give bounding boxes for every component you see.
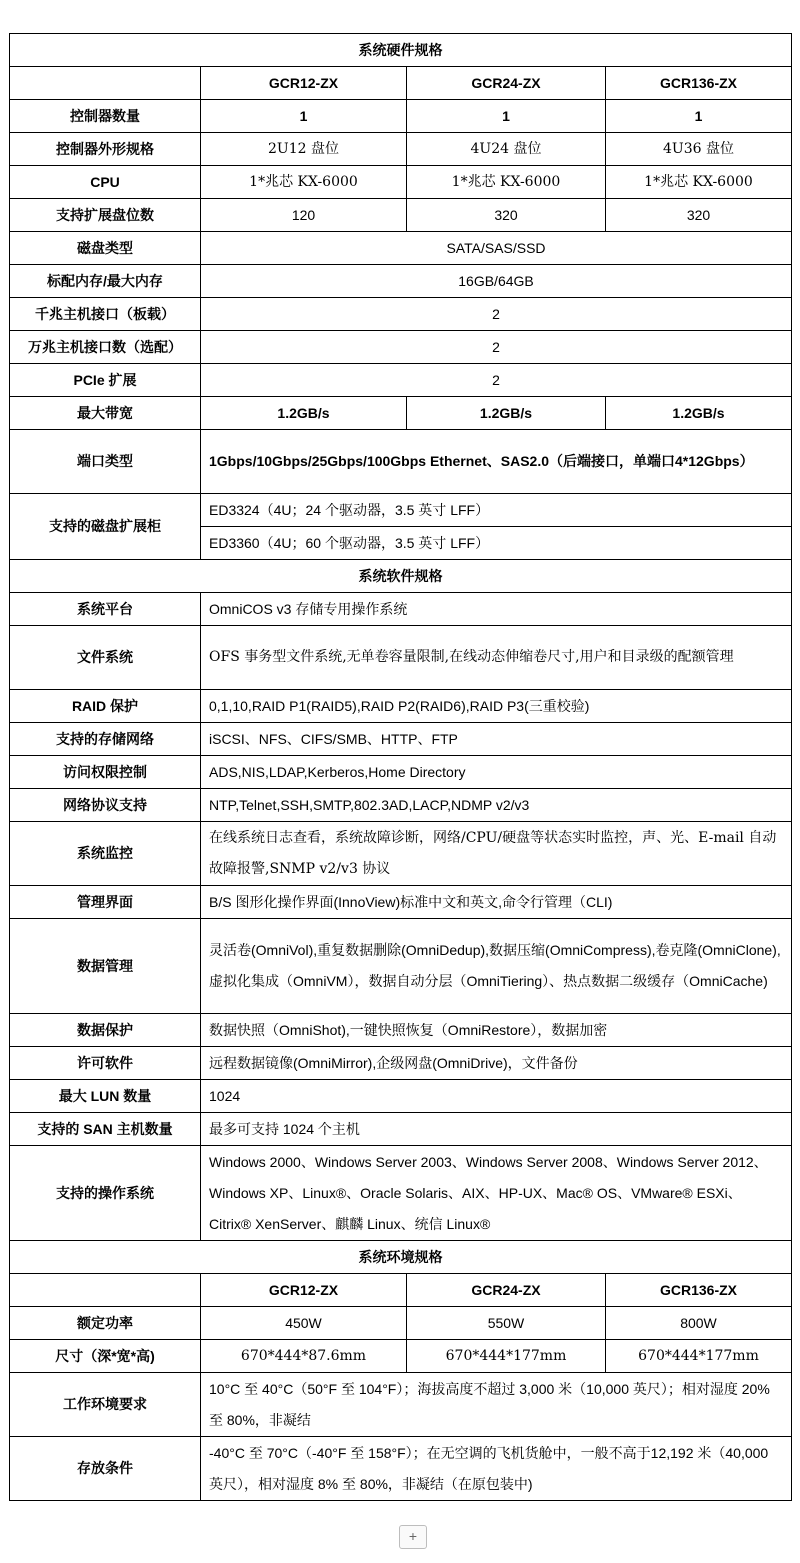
- cell-value: ED3324（4U；24 个驱动器，3.5 英寸 LFF）: [201, 494, 792, 527]
- row-label: 网络协议支持: [10, 789, 201, 822]
- row-label: 最大带宽: [10, 397, 201, 430]
- cell-value: 670*444*177mm: [407, 1340, 606, 1373]
- cell-value: OFS 事务型文件系统,无单卷容量限制,在线动态伸缩卷尺寸,用户和目录级的配额管理: [201, 626, 792, 690]
- cell-value: 550W: [407, 1307, 606, 1340]
- row-label: 标配内存/最大内存: [10, 265, 201, 298]
- cell-value: 1: [407, 100, 606, 133]
- cell-value: 2: [201, 298, 792, 331]
- row-label: 最大 LUN 数量: [10, 1080, 201, 1113]
- cell-value: 1*兆芯 KX-6000: [606, 166, 792, 199]
- cell-value: -40°C 至 70°C（-40°F 至 158°F）；在无空调的飞机货舱中，一般不高于12,192 米（40,000 英尺），相对湿度 8% 至 80%，非凝结（在原包装中): [201, 1437, 792, 1501]
- cell-value: 数据快照（OmniShot),一键快照恢复（OmniRestore），数据加密: [201, 1014, 792, 1047]
- row-label: 端口类型: [10, 430, 201, 494]
- model-header: GCR12-ZX: [201, 67, 407, 100]
- row-label: 数据管理: [10, 919, 201, 1014]
- cell-value: 在线系统日志查看，系统故障诊断，网络/CPU/硬盘等状态实时监控，声、光、E-mail 自动故障报警,SNMP v2/v3 协议: [201, 822, 792, 886]
- cell-value: 320: [407, 199, 606, 232]
- row-label: 控制器数量: [10, 100, 201, 133]
- cell-value: ADS,NIS,LDAP,Kerberos,Home Directory: [201, 756, 792, 789]
- cell-value: 灵活卷(OmniVol),重复数据删除(OmniDedup),数据压缩(OmniCompress),卷克隆(OmniClone),虚拟化集成（OmniVM），数据自动分层（OmniTiering）、热点数据二级缓存（OmniCache): [201, 919, 792, 1014]
- cell-value: iSCSI、NFS、CIFS/SMB、HTTP、FTP: [201, 723, 792, 756]
- cell-value: SATA/SAS/SSD: [201, 232, 792, 265]
- row-label: 控制器外形规格: [10, 133, 201, 166]
- row-label: 系统监控: [10, 822, 201, 886]
- hardware-section-title: 系统硬件规格: [10, 34, 792, 67]
- row-label: 额定功率: [10, 1307, 201, 1340]
- row-label: 尺寸（深*宽*高): [10, 1340, 201, 1373]
- cell-value: 1Gbps/10Gbps/25Gbps/100Gbps Ethernet、SAS2.0（后端接口，单端口4*12Gbps）: [201, 430, 792, 494]
- model-header: GCR24-ZX: [407, 1274, 606, 1307]
- cell-value: 4U36 盘位: [606, 133, 792, 166]
- cell-value: 2: [201, 364, 792, 397]
- cell-value: 120: [201, 199, 407, 232]
- cell-value: 800W: [606, 1307, 792, 1340]
- cell-value: ED3360（4U；60 个驱动器，3.5 英寸 LFF）: [201, 527, 792, 560]
- cell-value: 1024: [201, 1080, 792, 1113]
- cell-value: 4U24 盘位: [407, 133, 606, 166]
- row-label: 系统平台: [10, 593, 201, 626]
- cell-value: 2: [201, 331, 792, 364]
- environment-section-title: 系统环境规格: [10, 1241, 792, 1274]
- row-label: PCIe 扩展: [10, 364, 201, 397]
- corner-cell: [10, 67, 201, 100]
- row-label: 支持的 SAN 主机数量: [10, 1113, 201, 1146]
- row-label: RAID 保护: [10, 690, 201, 723]
- cell-value: 0,1,10,RAID P1(RAID5),RAID P2(RAID6),RAID P3(三重校验): [201, 690, 792, 723]
- cell-value: 670*444*87.6mm: [201, 1340, 407, 1373]
- cell-value: 远程数据镜像(OmniMirror),企级网盘(OmniDrive)，文件备份: [201, 1047, 792, 1080]
- row-label: 支持的磁盘扩展柜: [10, 494, 201, 560]
- row-label: 磁盘类型: [10, 232, 201, 265]
- cell-value: 450W: [201, 1307, 407, 1340]
- cell-value: 1.2GB/s: [606, 397, 792, 430]
- cell-value: 320: [606, 199, 792, 232]
- cell-value: NTP,Telnet,SSH,SMTP,802.3AD,LACP,NDMP v2/v3: [201, 789, 792, 822]
- row-label: 访问权限控制: [10, 756, 201, 789]
- row-label: 文件系统: [10, 626, 201, 690]
- corner-cell: [10, 1274, 201, 1307]
- cell-value: 1.2GB/s: [407, 397, 606, 430]
- cell-value: 2U12 盘位: [201, 133, 407, 166]
- row-label: 许可软件: [10, 1047, 201, 1080]
- model-header: GCR12-ZX: [201, 1274, 407, 1307]
- row-label: 支持的操作系统: [10, 1146, 201, 1241]
- row-label: 千兆主机接口（板载）: [10, 298, 201, 331]
- cell-value: 1*兆芯 KX-6000: [201, 166, 407, 199]
- model-header: GCR136-ZX: [606, 1274, 792, 1307]
- cell-value: OmniCOS v3 存储专用操作系统: [201, 593, 792, 626]
- row-label: 支持扩展盘位数: [10, 199, 201, 232]
- cell-value: 1: [606, 100, 792, 133]
- cell-value: 最多可支持 1024 个主机: [201, 1113, 792, 1146]
- cell-value: 670*444*177mm: [606, 1340, 792, 1373]
- model-header: GCR24-ZX: [407, 67, 606, 100]
- row-label: 工作环境要求: [10, 1373, 201, 1437]
- software-section-title: 系统软件规格: [10, 560, 792, 593]
- cell-value: 1*兆芯 KX-6000: [407, 166, 606, 199]
- cell-value: 1: [201, 100, 407, 133]
- row-label: 数据保护: [10, 1014, 201, 1047]
- spec-table: [9, 33, 792, 1501]
- model-header: GCR136-ZX: [606, 67, 792, 100]
- add-button[interactable]: +: [399, 1525, 427, 1549]
- row-label: CPU: [10, 166, 201, 199]
- cell-value: Windows 2000、Windows Server 2003、Windows Server 2008、Windows Server 2012、Windows XP、Linux®、Oracle Solaris、AIX、HP-UX、Mac® OS、VMware® ESXi、Citrix® XenServer、麒麟 Linux、统信 Linux®: [201, 1146, 792, 1241]
- row-label: 万兆主机接口数（选配）: [10, 331, 201, 364]
- cell-value: B/S 图形化操作界面(InnoView)标准中文和英文,命令行管理（CLI): [201, 886, 792, 919]
- row-label: 支持的存储网络: [10, 723, 201, 756]
- row-label: 存放条件: [10, 1437, 201, 1501]
- cell-value: 10°C 至 40°C（50°F 至 104°F）；海拔高度不超过 3,000 米（10,000 英尺）；相对湿度 20% 至 80%，非凝结: [201, 1373, 792, 1437]
- row-label: 管理界面: [10, 886, 201, 919]
- cell-value: 1.2GB/s: [201, 397, 407, 430]
- cell-value: 16GB/64GB: [201, 265, 792, 298]
